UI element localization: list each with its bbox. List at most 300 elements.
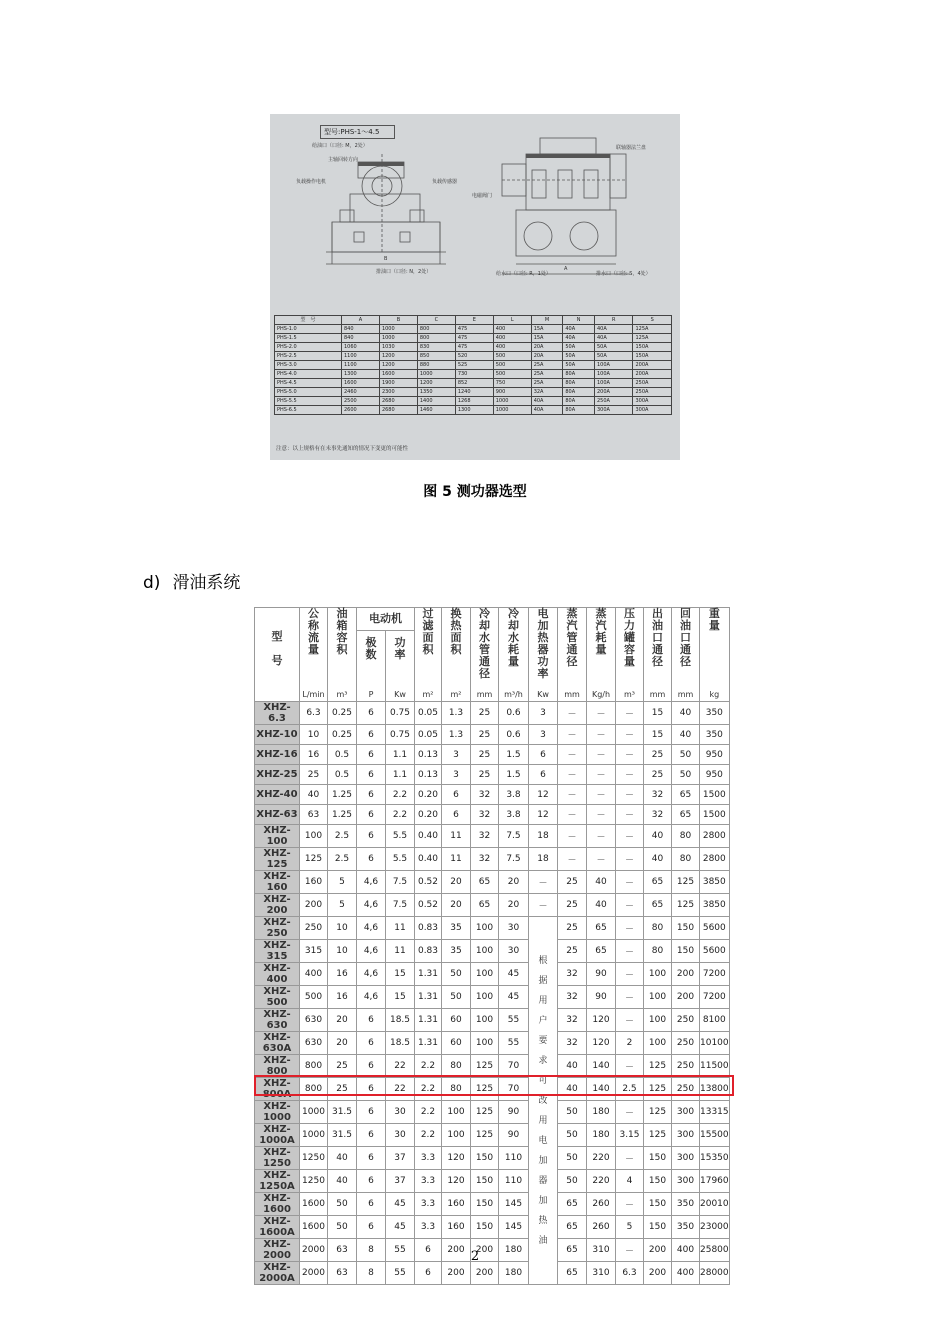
unit-cell: L/min: [300, 689, 328, 702]
lube-table-cell: 180: [499, 1239, 529, 1262]
lube-table-cell: 0.75: [386, 725, 415, 745]
lube-table-cell: 200: [644, 1262, 672, 1285]
lube-table-cell: 20: [328, 1032, 357, 1055]
lube-table-cell: －: [558, 702, 587, 725]
lube-table-cell: 25: [471, 725, 499, 745]
lube-table-cell: 16: [328, 963, 357, 986]
spec-table-row: [275, 370, 672, 379]
lube-table-cell: 250: [672, 1055, 700, 1078]
lube-table-cell: 0.5: [328, 765, 357, 785]
dynamometer-spec-table: [274, 315, 672, 415]
lube-table-cell: 125: [300, 848, 328, 871]
lube-table-cell: 1.31: [415, 963, 442, 986]
unit-cell: kg: [700, 689, 730, 702]
lube-table-row: [255, 702, 730, 725]
spec-table-cell: 1200: [417, 379, 455, 388]
lube-table-cell: 6: [415, 1239, 442, 1262]
lube-table-cell: 25: [558, 940, 587, 963]
spec-table-cell: 830: [417, 343, 455, 352]
spec-table-row: [275, 325, 672, 334]
callout-coupling-flange: 联轴器法兰盘: [616, 145, 647, 151]
spec-table-cell: 150A: [633, 352, 672, 361]
lube-table-cell: 0.6: [499, 725, 529, 745]
lube-table-cell: 150: [471, 1193, 499, 1216]
spec-table-cell: PHS-4.5: [275, 379, 342, 388]
spec-table-cell: 1000: [493, 406, 531, 415]
lube-table-cell: 0.05: [415, 725, 442, 745]
lube-table-cell: 25: [644, 765, 672, 785]
spec-table-cell: 25A: [531, 370, 563, 379]
lube-table-cell: 11: [386, 940, 415, 963]
lube-table-cell: 6: [357, 745, 386, 765]
lube-table-cell: 40: [300, 785, 328, 805]
lube-table-cell: 200: [672, 986, 700, 1009]
lube-table-cell: 6: [357, 1009, 386, 1032]
lube-table-cell: 25: [471, 765, 499, 785]
lube-table-cell: 125: [644, 1124, 672, 1147]
spec-table-cell: 2460: [342, 388, 380, 397]
model-cell: XHZ-2000A: [255, 1262, 300, 1285]
lubrication-system-table: [254, 607, 730, 1285]
callout-load-motor: 负载操作电机: [296, 179, 327, 185]
lube-table-cell: 15: [644, 725, 672, 745]
spec-table-cell: 1400: [417, 397, 455, 406]
lube-table-row: [255, 745, 730, 765]
lube-table-cell: 250: [672, 1032, 700, 1055]
lube-table-cell: 10: [328, 940, 357, 963]
heater-note-char: 热: [538, 1215, 548, 1226]
lube-table-cell: 18.5: [386, 1009, 415, 1032]
lube-table-cell: 200: [442, 1239, 471, 1262]
section-heading: [143, 568, 240, 593]
lube-table-cell: 3.3: [415, 1170, 442, 1193]
spec-table-row: [275, 334, 672, 343]
lube-table-cell: 70: [499, 1055, 529, 1078]
lube-table-cell: 3850: [700, 894, 730, 917]
lube-table-cell: 65: [644, 871, 672, 894]
spec-table-cell: 80A: [563, 397, 595, 406]
lube-table-cell: 120: [442, 1170, 471, 1193]
lube-table-cell: 80: [672, 848, 700, 871]
model-cell: XHZ-400: [255, 963, 300, 986]
lube-table-cell: 28000: [700, 1262, 730, 1285]
col-b: B: [379, 316, 417, 325]
lube-table-cell: 125: [471, 1124, 499, 1147]
lube-table-row: [255, 785, 730, 805]
model-cell: XHZ-63: [255, 805, 300, 825]
lube-table-cell: 50: [558, 1147, 587, 1170]
lube-table-cell: 250: [672, 1009, 700, 1032]
figure-note: 注意：以上规格有在未事先通知的情况下变更的可能性: [276, 446, 409, 452]
lube-table-cell: 2000: [300, 1239, 328, 1262]
model-cell: XHZ-630A: [255, 1032, 300, 1055]
lube-table-cell: －: [616, 1055, 644, 1078]
lube-table-cell: 25: [328, 1055, 357, 1078]
spec-table-cell: 840: [342, 334, 380, 343]
lube-table-cell: 0.83: [415, 917, 442, 940]
lube-table-cell: 150: [644, 1216, 672, 1239]
lube-table-cell: 200: [442, 1262, 471, 1285]
lube-table-cell: 32: [644, 805, 672, 825]
spec-table-cell: 1100: [342, 352, 380, 361]
lube-table-cell: 120: [587, 1009, 616, 1032]
lube-table-cell: 1.1: [386, 765, 415, 785]
lube-table-row: [255, 825, 730, 848]
lube-table-cell: －: [558, 848, 587, 871]
header-heater: 电 加 热 器 功 率: [529, 608, 558, 690]
lube-table-cell: 5.5: [386, 825, 415, 848]
lube-table-cell: 2.5: [328, 848, 357, 871]
lube-table-row: [255, 1124, 730, 1147]
lube-table-row: [255, 894, 730, 917]
spec-table-row: [275, 343, 672, 352]
lube-table-cell: 65: [558, 1216, 587, 1239]
spec-table-cell: 40A: [563, 325, 595, 334]
heater-note-char: 加: [538, 1195, 548, 1206]
spec-table-cell: 1000: [379, 334, 417, 343]
spec-table-cell: 1600: [342, 379, 380, 388]
callout-rotation: 主轴回转方向: [328, 157, 359, 163]
lube-table-row: [255, 1193, 730, 1216]
lube-table-cell: 6: [415, 1262, 442, 1285]
header-flow: 公 称 流 量: [300, 608, 328, 690]
lube-table-cell: －: [616, 725, 644, 745]
lube-table-cell: －: [616, 848, 644, 871]
heater-note-char: 要: [538, 1035, 548, 1046]
unit-cell: P: [357, 689, 386, 702]
model-cell: XHZ-1600: [255, 1193, 300, 1216]
lube-table-cell: 125: [672, 894, 700, 917]
lube-table-cell: 2.5: [328, 825, 357, 848]
lube-table-cell: 3850: [700, 871, 730, 894]
lube-table-cell: 50: [558, 1124, 587, 1147]
lube-table-cell: 150: [644, 1170, 672, 1193]
lube-table-row: [255, 1055, 730, 1078]
spec-table-cell: 730: [455, 370, 493, 379]
lube-table-cell: 1000: [300, 1101, 328, 1124]
spec-table-cell: 200A: [595, 388, 633, 397]
model-cell: XHZ-2000: [255, 1239, 300, 1262]
lube-table-cell: 50: [328, 1216, 357, 1239]
lube-table-cell: 20: [328, 1009, 357, 1032]
lube-table-cell: 25: [471, 702, 499, 725]
lube-table-cell: 1.31: [415, 986, 442, 1009]
lube-table-cell: 310: [587, 1239, 616, 1262]
lube-table-cell: 45: [386, 1193, 415, 1216]
callout-solenoid-valve: 电磁阀门: [472, 193, 493, 199]
spec-table-cell: 40A: [531, 397, 563, 406]
lube-table-cell: 55: [499, 1032, 529, 1055]
lube-table-cell: 10: [328, 917, 357, 940]
lube-table-cell: 2: [616, 1032, 644, 1055]
lube-table-cell: 2.2: [415, 1078, 442, 1101]
lube-table-cell: 1.25: [328, 805, 357, 825]
lube-table-cell: 220: [587, 1147, 616, 1170]
lube-table-cell: 8: [357, 1239, 386, 1262]
lube-table-cell: －: [529, 894, 558, 917]
spec-table-cell: 20A: [531, 352, 563, 361]
lube-table-cell: 5: [328, 894, 357, 917]
lube-table-cell: 65: [558, 1193, 587, 1216]
model-cell: XHZ-40: [255, 785, 300, 805]
spec-table-cell: 900: [493, 388, 531, 397]
lube-table-cell: 0.83: [415, 940, 442, 963]
lube-table-cell: 150: [471, 1216, 499, 1239]
lube-table-cell: 1.1: [386, 745, 415, 765]
lube-table-cell: －: [616, 871, 644, 894]
spec-table-cell: 525: [455, 361, 493, 370]
lube-table-cell: 800: [300, 1055, 328, 1078]
lube-table-cell: 110: [499, 1170, 529, 1193]
lube-table-cell: 6: [357, 1170, 386, 1193]
section-title: 滑油系统: [172, 573, 241, 593]
spec-table-cell: 852: [455, 379, 493, 388]
lube-table-cell: －: [587, 745, 616, 765]
unit-cell: m³: [616, 689, 644, 702]
lube-table-cell: 25: [558, 917, 587, 940]
lube-table-cell: 4,6: [357, 917, 386, 940]
lube-table-cell: －: [587, 725, 616, 745]
lube-table-cell: 12: [529, 785, 558, 805]
lube-table-cell: 11500: [700, 1055, 730, 1078]
spec-table-cell: 15A: [531, 334, 563, 343]
lube-table-row: [255, 963, 730, 986]
lube-table-cell: 2.2: [386, 805, 415, 825]
lube-table-cell: 1.31: [415, 1032, 442, 1055]
lube-table-cell: 6: [442, 785, 471, 805]
lube-table-cell: 150: [644, 1147, 672, 1170]
spec-table-cell: 2500: [342, 397, 380, 406]
spec-table-cell: 2600: [342, 406, 380, 415]
lube-table-cell: 100: [644, 963, 672, 986]
heater-note-char: 根: [538, 955, 548, 966]
lube-table-cell: 120: [587, 1032, 616, 1055]
unit-cell: m³: [328, 689, 357, 702]
heater-note-char: 改: [538, 1095, 548, 1106]
lube-table-cell: －: [587, 825, 616, 848]
lube-table-cell: 55: [386, 1262, 415, 1285]
lube-table-cell: 950: [700, 765, 730, 785]
lube-header-row-1: [255, 608, 730, 631]
callout-load-sensor: 负载传感器: [432, 179, 458, 185]
unit-cell: Kw: [529, 689, 558, 702]
lube-table-cell: 25: [328, 1078, 357, 1101]
model-cell: XHZ-800: [255, 1055, 300, 1078]
spec-table-cell: 800: [417, 334, 455, 343]
lube-table-row: [255, 1101, 730, 1124]
lube-table-cell: 90: [499, 1124, 529, 1147]
lube-table-cell: 80: [644, 940, 672, 963]
lube-table-cell: －: [558, 765, 587, 785]
spec-table-row: [275, 352, 672, 361]
lube-table-cell: －: [616, 702, 644, 725]
lube-table-cell: 6: [357, 725, 386, 745]
lube-table-cell: 125: [471, 1055, 499, 1078]
lube-table-cell: 0.6: [499, 702, 529, 725]
header-poles: 极 数: [357, 631, 386, 690]
unit-cell: m²: [442, 689, 471, 702]
spec-table-cell: 50A: [595, 352, 633, 361]
lube-table-cell: 6.3: [616, 1262, 644, 1285]
lube-table-cell: －: [558, 745, 587, 765]
lube-table-cell: －: [587, 765, 616, 785]
lube-table-cell: 125: [644, 1055, 672, 1078]
header-motor: 电动机: [357, 608, 415, 631]
lube-table-cell: 145: [499, 1193, 529, 1216]
unit-cell: Kg/h: [587, 689, 616, 702]
lube-table-cell: 3.15: [616, 1124, 644, 1147]
lube-table-cell: 55: [386, 1239, 415, 1262]
lube-table-cell: 350: [672, 1216, 700, 1239]
lube-table-cell: 3.8: [499, 785, 529, 805]
lube-table-cell: 0.52: [415, 894, 442, 917]
lube-table-cell: 37: [386, 1147, 415, 1170]
lube-table-cell: 0.40: [415, 848, 442, 871]
lube-table-cell: 180: [587, 1101, 616, 1124]
lube-table-cell: 400: [672, 1239, 700, 1262]
spec-table-cell: 25A: [531, 379, 563, 388]
lube-table-cell: 350: [700, 702, 730, 725]
lube-table-cell: 140: [587, 1055, 616, 1078]
lube-table-cell: 22: [386, 1055, 415, 1078]
heater-note-char: 油: [538, 1235, 548, 1246]
lube-table-cell: 90: [587, 986, 616, 1009]
lube-table-cell: 100: [471, 1032, 499, 1055]
lube-table-cell: 1.5: [499, 745, 529, 765]
lube-table-cell: 32: [558, 1009, 587, 1032]
spec-table-cell: 1900: [379, 379, 417, 388]
lube-table-cell: 15: [386, 963, 415, 986]
header-weight: 重 量: [700, 608, 730, 690]
lube-table-cell: 1250: [300, 1170, 328, 1193]
lube-table-cell: 15: [386, 986, 415, 1009]
lube-table-row: [255, 986, 730, 1009]
spec-table-cell: 500: [493, 370, 531, 379]
col-a: A: [342, 316, 380, 325]
dim-a-label: A: [564, 266, 568, 272]
lube-table-cell: 8: [357, 1262, 386, 1285]
lube-table-cell: 11: [442, 825, 471, 848]
spec-table-cell: PHS-2.5: [275, 352, 342, 361]
lube-table-cell: －: [616, 745, 644, 765]
lube-table-cell: 100: [471, 963, 499, 986]
lube-table-cell: 31.5: [328, 1124, 357, 1147]
heater-note-char: 用: [538, 1115, 548, 1126]
col-e: E: [455, 316, 493, 325]
lube-table-cell: 2.2: [415, 1124, 442, 1147]
figure-model-title: 型号:PHS-1～4.5: [320, 125, 395, 139]
lube-table-cell: 7.5: [386, 871, 415, 894]
lube-table-cell: －: [558, 785, 587, 805]
lube-table-cell: 0.40: [415, 825, 442, 848]
header-return: 回 油 口 通 径: [672, 608, 700, 690]
spec-table-cell: 50A: [595, 343, 633, 352]
lube-table-cell: 200: [471, 1239, 499, 1262]
lube-table-row: [255, 871, 730, 894]
lube-table-cell: －: [616, 1147, 644, 1170]
lube-table-cell: 32: [558, 1032, 587, 1055]
model-cell: XHZ-1250A: [255, 1170, 300, 1193]
lube-table-row: [255, 725, 730, 745]
lube-table-cell: －: [558, 825, 587, 848]
spec-table-row: [275, 397, 672, 406]
lube-table-row: [255, 1078, 730, 1101]
lube-table-cell: 2.2: [415, 1101, 442, 1124]
lube-table-cell: 10100: [700, 1032, 730, 1055]
lube-table-cell: 5600: [700, 917, 730, 940]
lube-table-cell: 2800: [700, 848, 730, 871]
spec-table-cell: 200A: [633, 370, 672, 379]
lube-table-cell: 6: [357, 848, 386, 871]
spec-table-cell: 1060: [342, 343, 380, 352]
header-pressure-tank: 压 力 罐 容 量: [616, 608, 644, 690]
heater-note-char: 据: [538, 975, 548, 986]
spec-table-cell: 50A: [563, 343, 595, 352]
lube-table-cell: 1.25: [328, 785, 357, 805]
spec-table-cell: 300A: [595, 406, 633, 415]
spec-table-cell: 2680: [379, 406, 417, 415]
spec-table-cell: 800: [417, 325, 455, 334]
header-filter: 过 滤 面 积: [415, 608, 442, 690]
lube-table-cell: 40: [672, 702, 700, 725]
header-cooling-use: 冷 却 水 耗 量: [499, 608, 529, 690]
lube-table-cell: －: [529, 871, 558, 894]
lube-table-cell: 15350: [700, 1147, 730, 1170]
lube-table-cell: 1.3: [442, 702, 471, 725]
model-cell: XHZ-250: [255, 917, 300, 940]
spec-table-cell: 400: [493, 325, 531, 334]
lube-table-cell: 500: [300, 986, 328, 1009]
unit-cell: mm: [644, 689, 672, 702]
lube-table-cell: 80: [442, 1055, 471, 1078]
lube-table-cell: 25: [300, 765, 328, 785]
lube-table-cell: 20: [499, 871, 529, 894]
lube-table-cell: 0.13: [415, 745, 442, 765]
lube-table-row: [255, 765, 730, 785]
lube-table-cell: 40: [644, 848, 672, 871]
spec-table-cell: 850: [417, 352, 455, 361]
lube-table-cell: 150: [644, 1193, 672, 1216]
callout-water-inlet: 给水口（口径: R，1处）: [496, 271, 551, 277]
col-n: N: [563, 316, 595, 325]
spec-table-cell: 125A: [633, 334, 672, 343]
spec-table-cell: PHS-3.0: [275, 361, 342, 370]
lube-table-cell: 125: [471, 1101, 499, 1124]
lube-table-cell: 6: [357, 1124, 386, 1147]
lube-table-cell: 20: [442, 871, 471, 894]
heater-note-char: 器: [538, 1175, 548, 1186]
lube-table-cell: 13315: [700, 1101, 730, 1124]
lube-table-cell: 6: [357, 825, 386, 848]
lube-table-cell: 10: [300, 725, 328, 745]
lube-table-cell: 6: [357, 1147, 386, 1170]
lube-table-cell: 6: [357, 1078, 386, 1101]
spec-table-cell: 80A: [563, 379, 595, 388]
lube-table-cell: 5: [616, 1216, 644, 1239]
header-cooling-pipe: 冷 却 水 管 通 径: [471, 608, 499, 690]
lube-table-cell: 260: [587, 1193, 616, 1216]
lube-table-cell: 50: [558, 1170, 587, 1193]
lube-table-cell: 100: [471, 917, 499, 940]
lube-table-cell: 125: [644, 1101, 672, 1124]
lube-table-cell: 6: [357, 702, 386, 725]
lube-table-cell: －: [616, 1009, 644, 1032]
col-model: 型 号: [275, 316, 342, 325]
spec-table-cell: PHS-4.0: [275, 370, 342, 379]
lube-table-cell: －: [587, 702, 616, 725]
lube-table-cell: 45: [499, 986, 529, 1009]
unit-cell: [255, 689, 300, 702]
